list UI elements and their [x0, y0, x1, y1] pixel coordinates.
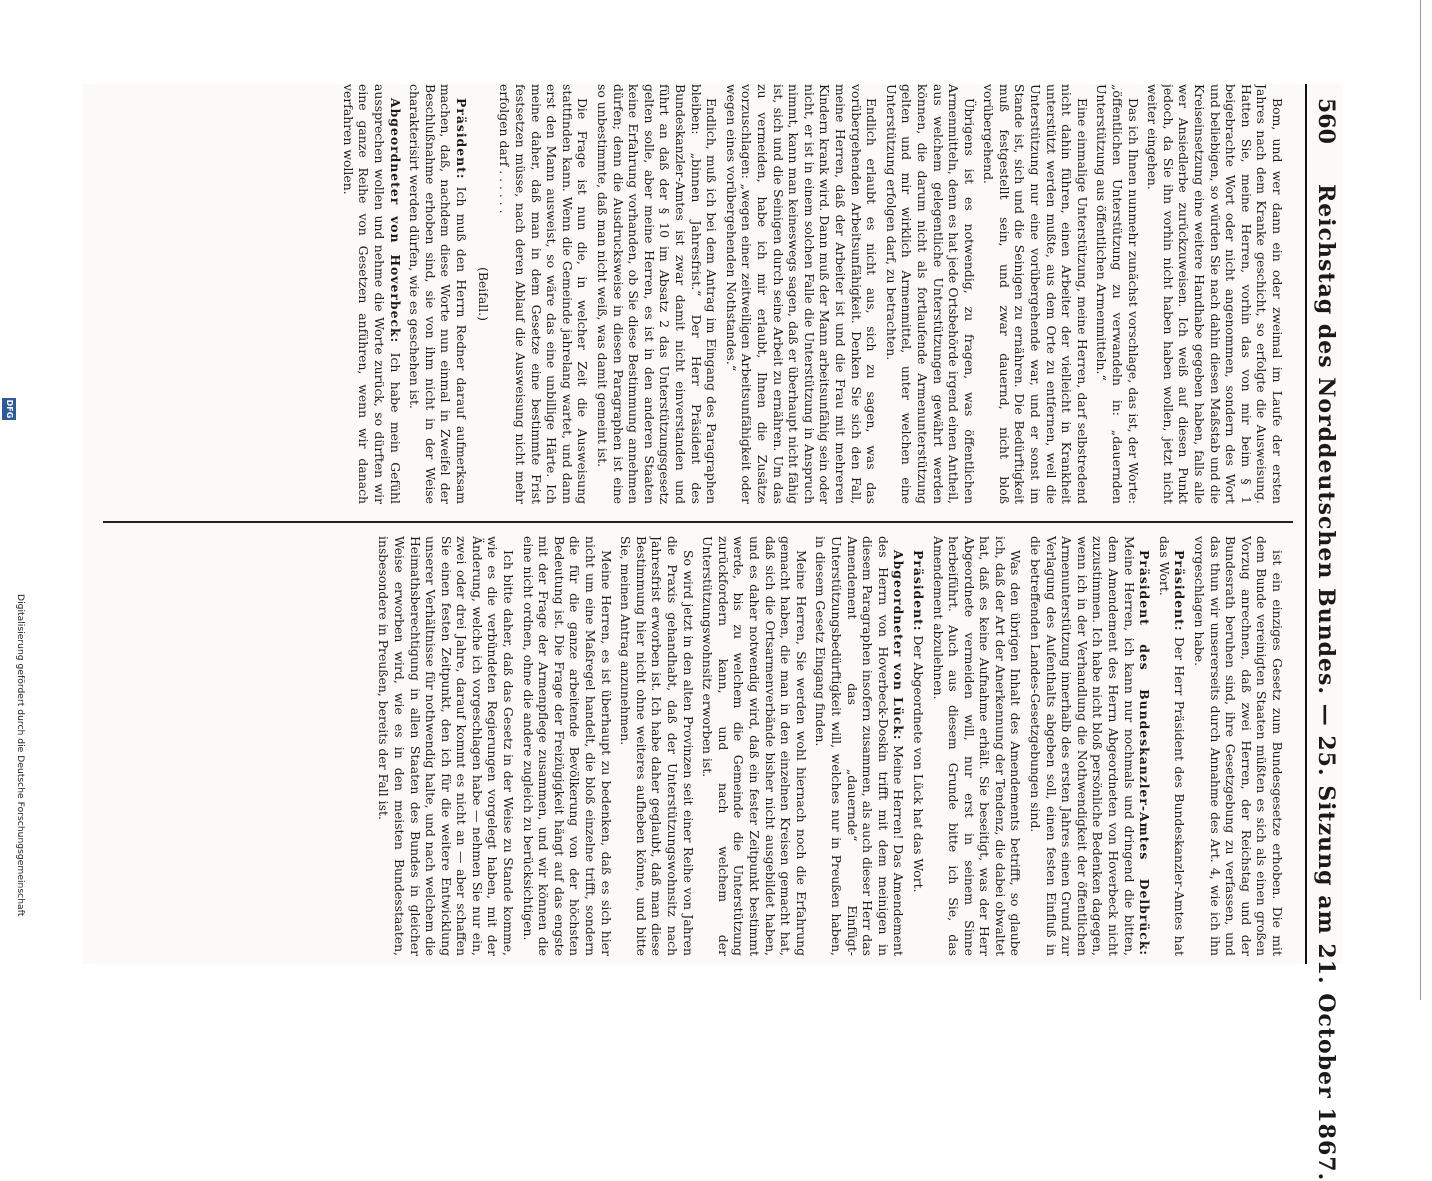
speech-text: Meine Herren, ich kann nur nochmals und dringend die bitten, dem Amendement des Herrn Abgeordneten von Hoverbeck nicht zuzustimmen. Ich habe nicht bloß persönliche Bedenken dagegen, wenn ich in der Verhandlung die Nothwendigkeit der öffentlichen Armenunterstützung innerhalb des ersten Jahres einen Grund zur Verlagung des Aufenthalts abgeben soll, einen festen Einfluß in die betreffenden Landes-Gesetzgebungen sind. — [1028, 536, 1137, 956]
speech-text: Ich habe mein Gefühl aussprechen wollen und nehme die Worte zurück, so dürften wir eine ganze Reihe von Gesetzen anführen, wenn wir danach verfahren wollen. — [340, 84, 403, 504]
speech-text: Meine Herren! Das Amendement des Herrn von Hoverbeck-Doskin trifft mit dem meinigen in diesem Paragraphen insofern zusammen, als auch dieser Herr das Amendement das „dauernde“ Einfügt-Unterstützungsbedürftigkeit will, welches nur in Preußen haben, in diesem Gesetz Eingang finden. — [813, 536, 907, 956]
body-paragraph: Eine einmalige Unterstützung, meine Herren, darf selbstredend nicht dahin führen, einen Arbeiter der vielleicht in Krankheit unterstützt werden mußte, aus dem Orte zu entfernen, weil die Unterstützung nur eine vorübergehende war, und er sonst im Stande ist, sich und die Seinigen zu ernähren. Die Bedürftigkeit muß festgestellt sein, und zwar dauernd, nicht bloß vorübergehend. — [981, 84, 1090, 504]
body-paragraph: Endlich, muß ich bei dem Antrag im Eingang des Paragraphen bleiben: „binnen Jahresfrist.“ Der Herr Präsident des Bundeskanzler-Amtes ist zwar damit nicht einverstanden und führt an daß der § 10 im Absatz 2 das Unterstützungsgesetz gelten solle, aber meine Herren, es ist in den anderen Staaten keine Erfahrung vorhanden, ob Sie diese Bestimmung annehmen dürfen; denn die Ausdrucksweise in diesen Paragraphen ist eine so unbestimmte, daß man nicht weiß, was damit gemeint ist. — [595, 84, 720, 504]
speech-paragraph — [340, 84, 402, 504]
column-left — [105, 84, 1285, 504]
running-head — [1303, 84, 1343, 1181]
speech-paragraph — [910, 536, 926, 956]
speech-paragraph — [1156, 536, 1187, 956]
body-paragraph: Ich bitte daher, daß das Gesetz in der Weise zu Stande komme, wie es die verbündeten Regierungen vorgelegt haben, mit der Änderung, welche ich vorgeschlagen habe — nehmen Sie nur ein, zwei oder drei Jahre, darauf kommt es nicht an — aber schaffen Sie einen festen Zeitpunkt, den ich für die weitere Entwicklung unserer Verhältnisse für nothwendig halte, und nach welchem die Heimathsberechtigung in allen Staaten des Bundes in gleicher Weise erworben wird, wie es in den meisten Bundesstaaten, insbesondere in Preußen, bereits der Fall ist. — [376, 536, 517, 956]
page-edge — [1420, 0, 1421, 1000]
header-rule — [1305, 84, 1307, 964]
credit-text: Digitalisierung gefördert durch die Deutsche Forschungsgemeinschaft — [15, 594, 26, 917]
body-paragraph: Meine Herren, Sie werden wohl hiernach noch die Erfahrung gemacht haben, die man in den einzelnen Kreisen gemacht hat, daß sich die Ortsarmenverbände bisher nicht ausgebildet haben, und es daher notwendig wird, daß ein fester Zeitpunkt bestimmt werde, bis zu welchem die Gemeinde die Unterstützung zurückfordern kann, und nach welchem der Unterstützungswohnsitz erworben ist. — [700, 536, 809, 956]
speaker-name: Präsident des Bundeskanzler-Amtes Delbrück: — [1137, 550, 1153, 956]
speech-text: Der Herr Präsident des Bundeskanzler-Amtes hat das Wort. — [1156, 536, 1188, 956]
body-paragraph: ist ein einziges Gesetz zum Bundesgesetze erhoben. Die mit dem Bunde vereinigten Staaten müßten es sich als einen großen Vorzug anrechnen, daß zwei Herren, der Reichstag und der Bundesrath beruhen sind, ihre Gesetzgebung zu verfassen, und das thun wir unsererseits durch Annahme des Art. 4, wie ich ihn vorgeschlagen habe. — [1192, 536, 1285, 956]
speech-text: Der Abgeordnete von Lück hat das Wort. — [910, 635, 926, 893]
body-paragraph: Bom, und wer dann ein oder zweimal im Laufe der ersten Jahres nach dem Kranke geschicht, so erfolgte die Ausweisung. Hatten Sie, meine Herren, vorhin das von mir beim § 1 beigebrachte Wort oder nicht angenommen, sondern des Wort und beliebigen, so würden Sie nach dahin diesen Maßstab und die Kreiseinsetzung eine weitere Handhabe gegeben haben, falls alle wer Ansiedlerbe zurückzuweisen. Ich weiß auf diesen Punkt jedoch, da Sie ihn vorhin nicht haben haben wollen, jetzt nicht weiter eingehen. — [1145, 84, 1285, 504]
interjection: (Beifall.) — [475, 267, 491, 321]
body-paragraph: So wird jetzt in den alten Provinzen seit einer Reihe von Jahren die Praxis gehandhabt, daß der Unterstützungswohnsitz nach Jahresfrist erworben ist. Ich habe daher geglaubt, daß man diese Bestimmung hier nicht ohne weiteres aufheben könne, und bitte Sie, meinen Antrag anzunehmen. — [618, 536, 696, 956]
column-right — [105, 536, 1285, 956]
page-title: Reichstag des Norddeutschen Bundes. — 25. Sitzung am 21. October 1867. — [1313, 184, 1339, 1181]
digitization-credit — [14, 594, 26, 990]
speech-paragraph — [1028, 536, 1153, 956]
speech-paragraph — [407, 84, 469, 504]
speaker-name: Präsident: — [453, 98, 469, 180]
column-divider — [103, 521, 1293, 523]
page-number: 560 — [1313, 98, 1339, 144]
body-paragraph: Die Frage ist nun die, in welcher Zeit die Ausweisung stattfinden kann. Wenn die Gemeinde jahrelang wartet, und dann erst den Mann ausweist, so wäre das eine unbillige Härte. Ich meine daher, daß man in dem Gesetze eine bestimmte Frist festsetzen müsse, nach deren Ablauf die Ausweisung nicht mehr erfolgen darf . . . . . . — [497, 84, 591, 504]
document-page — [83, 84, 1343, 1181]
body-paragraph: Das ich Ihnen nunmehr zunächst vorschlage, das ist, der Worte: „öffentlichen Unterstützung zu verwandeln in: „dauernden Unterstützung aus öffentlichen Armenmitteln.“ — [1094, 84, 1141, 504]
speaker-name: Abgeordneter von Lück: — [891, 550, 907, 741]
body-paragraph: Endlich erlaubt es nicht aus, sich zu sagen, was das vorübergehenden Arbeitsunfähigkeit. Denken Sie sich den Fall, meine Herren, daß der Arbeiter ist und die Frau mit mehreren Kindern krank wird. Dann muß der Mann arbeitsunfähig sein oder nicht, er ist in einem solchen Falle die Unterstützung in Anspruch nimmt, kann man keineswegs sagen, daß er überhaupt nicht fähig ist, sich und die Seinigen durch seine Arbeit zu ernähren. Um das zu vermeiden, habe ich mir erlaubt, Ihnen die Zusätze vorzuschlagen: „wegen einer zeitweiligen Arbeitsunfähigkeit oder wegen eines vorübergehenden Nothstandes.“ — [723, 84, 880, 504]
body-paragraph: Meine Herren, es ist überhaupt zu bedenken, daß es sich hier nicht um eine Maßregel handelt, die bloß einzelne trifft, sondern die für die ganze arbeitende Bevölkerung von der höchsten Bedeutung ist. Die Frage der Freizügigkeit hängt auf das engste mit der Frage der Armenpflege zusammen, und wir können die eine nicht ordnen, ohne die andere zugleich zu berücksichtigen. — [520, 536, 614, 956]
speech-text: Ich muß den Herrn Redner darauf aufmerksam machen, daß, nachdem diese Worte nun einmal in Zweifel der Beschlußnahme erhoben sind, sie von ihm nicht in der Weise charakterisirt werden dürfen, wie es geschehen ist. — [407, 84, 469, 504]
body-paragraph: Was den übrigen Inhalt des Amendements betrifft, so glaube ich, daß der Art der Anerkennung der Tendenz, die dabei obwaltet hat, daß es keine Aufnahme erhält. Sie beseitigt, was der Herr Abgeordnete vermeiden will, nur erst in seinem Sinne herbeiführt. Auch aus diesem Grunde bitte ich Sie, das Amendement abzulehnen. — [930, 536, 1024, 956]
speaker-name: Präsident: — [1172, 550, 1188, 632]
speaker-name: Präsident: — [910, 550, 926, 632]
speech-paragraph — [813, 536, 907, 956]
speaker-name: Abgeordneter von Hoverbeck: — [387, 98, 403, 344]
dfg-logo-icon: DFG — [2, 398, 16, 420]
body-paragraph: Übrigens ist es notwendig, zu fragen, was öffentlichen Armenmitteln, denn es hat jede Ortsbehörde irgend einen Antheil, aus welchem gelegentliche Unterstützungen gewährt werden können, die darum nicht als fortlaufende Armenunterstützung gelten und mir wirklich Armenmittel, unter welchen eine Unterstützung erfolgen darf, zu betrachten. — [883, 84, 977, 504]
